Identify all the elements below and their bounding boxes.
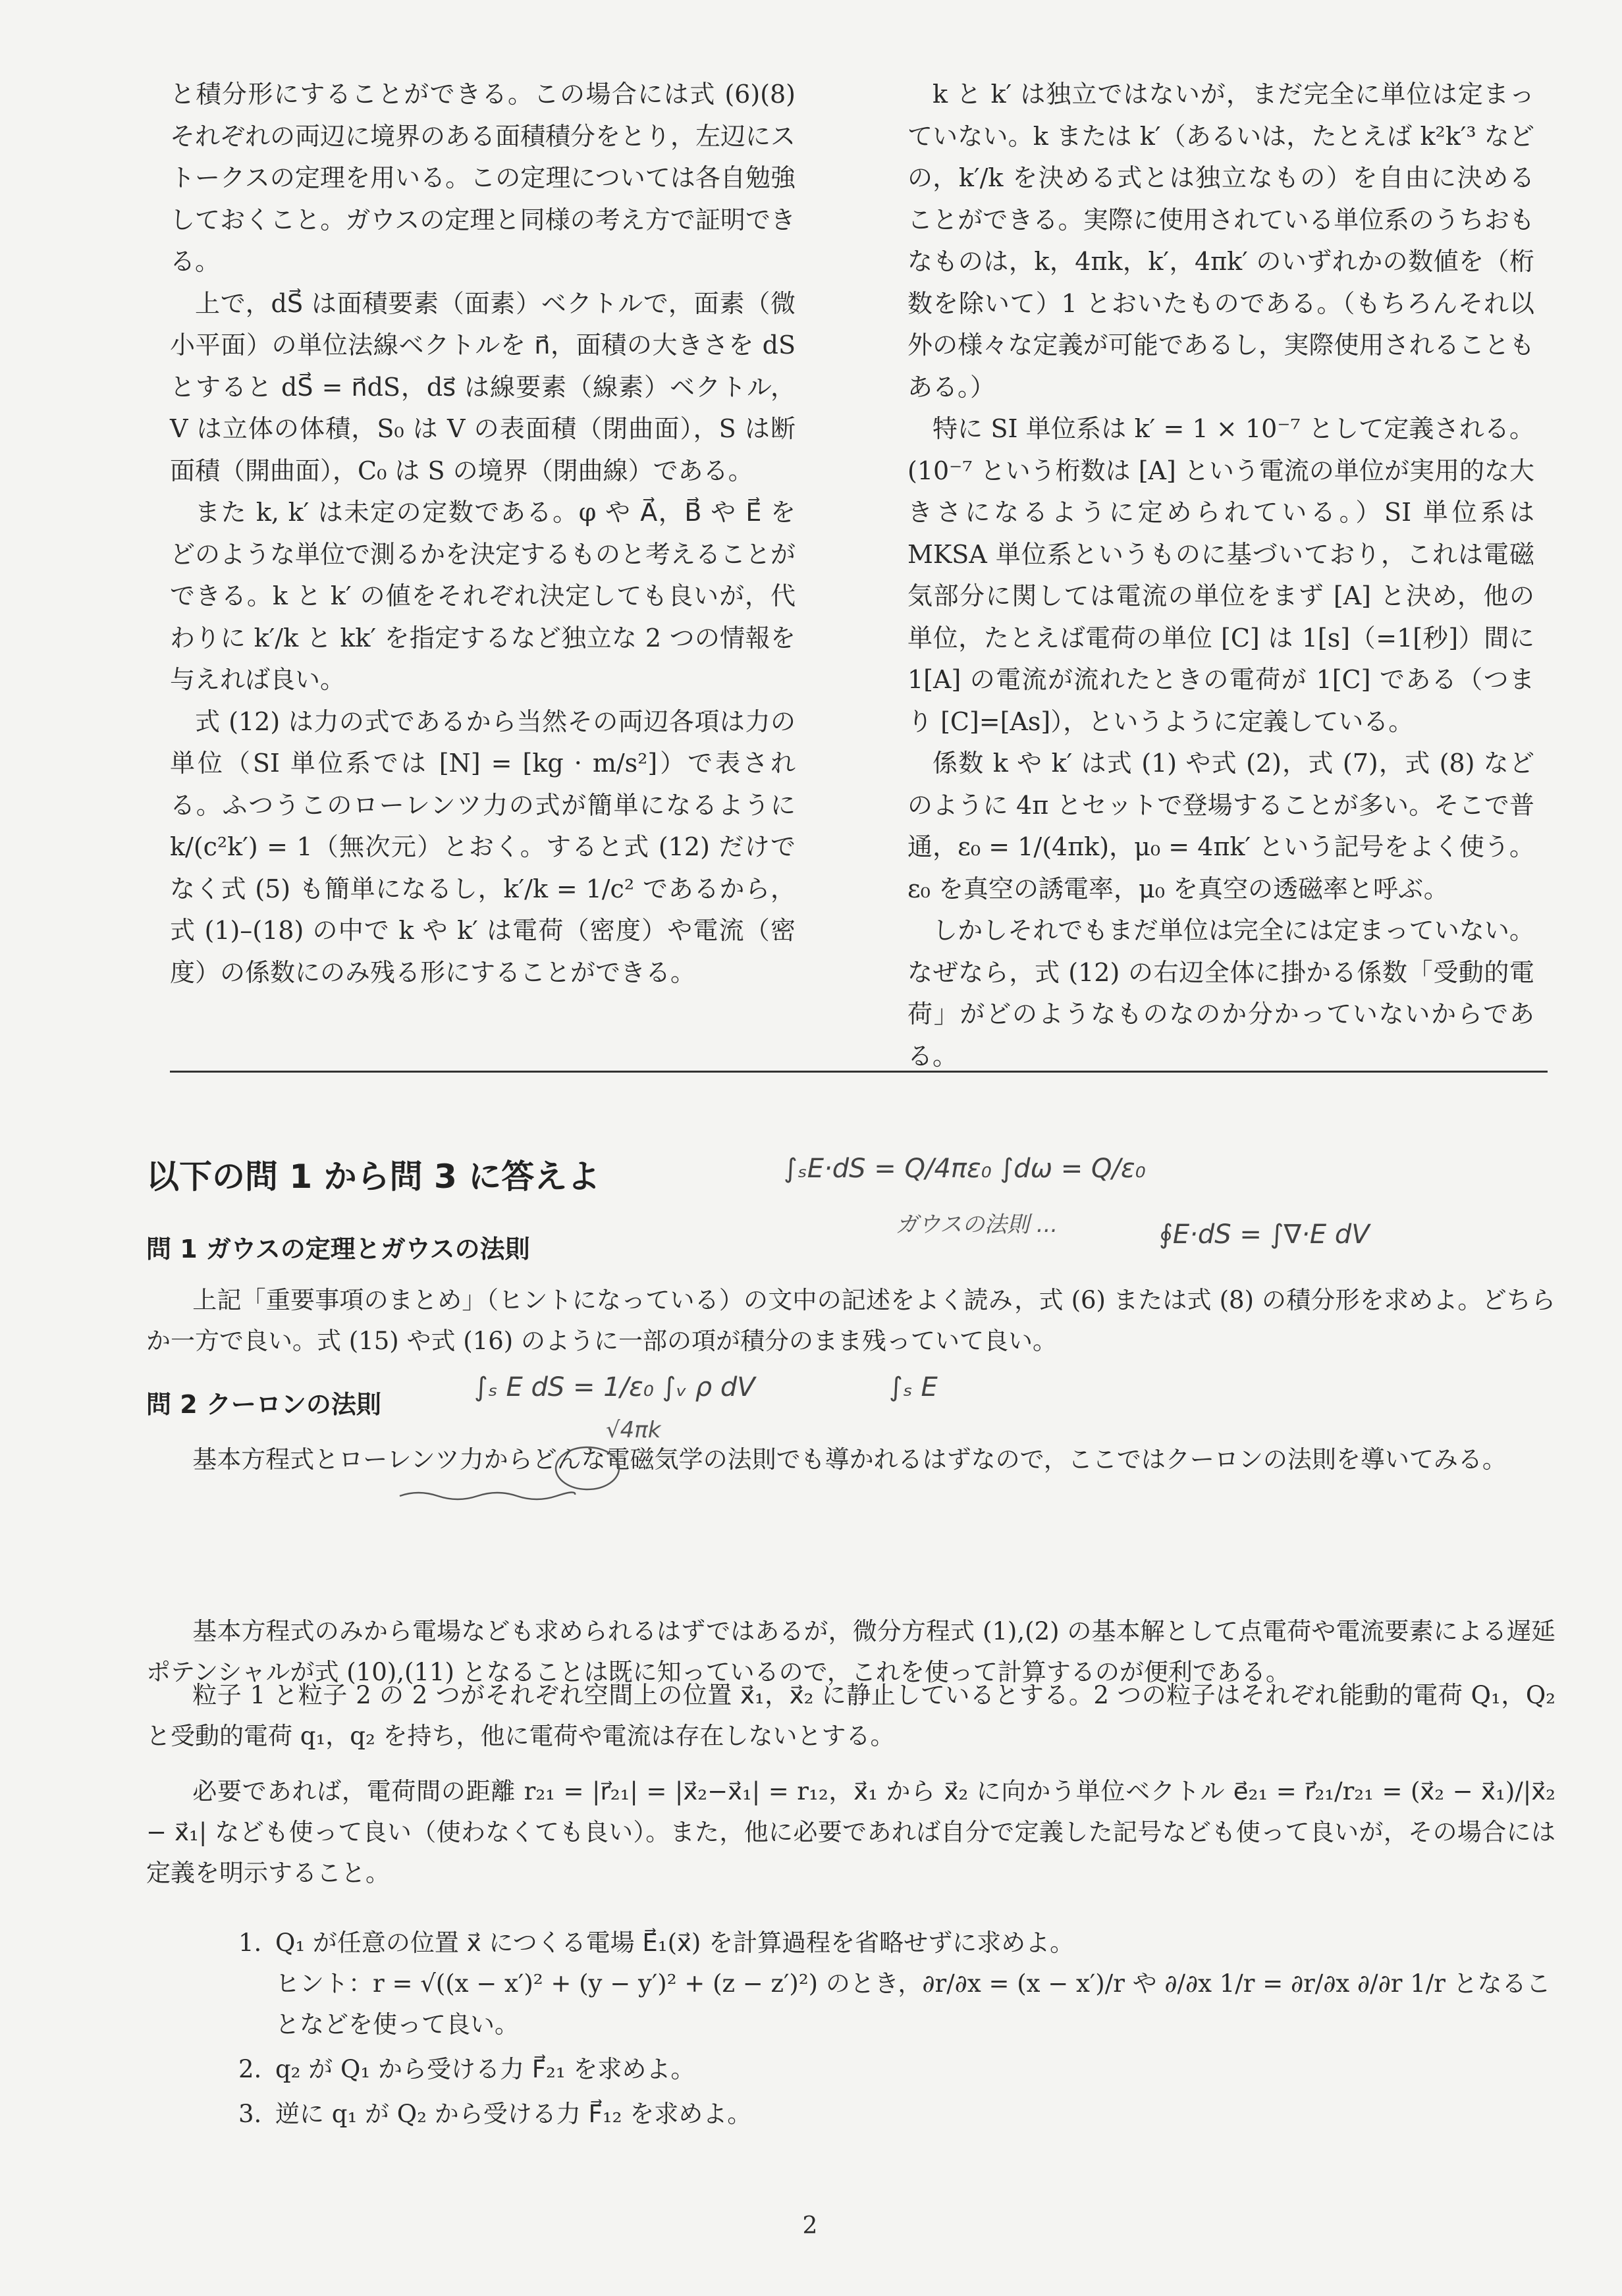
item-text: Q₁ が任意の位置 x⃗ につくる電場 E⃗₁(x⃗) を計算過程を省略せずに求めよ。 [275, 1929, 1075, 1957]
q1-body: 上記「重要事項のまとめ」（ヒントになっている）の文中の記述をよく読み，式 (6) または式 (8) の積分形を求めよ。どちらか一方で良い。式 (15) や式 (16) のように一部の項が積分のまま残っていて良い。 [146, 1286, 1555, 1355]
handwritten-circle [552, 1441, 623, 1493]
q1-title: 問 1 ガウスの定理とガウスの法則 [146, 1235, 530, 1264]
handwritten-note-divergence: ∮E·dS = ∫∇·E dV [1159, 1219, 1370, 1250]
left-column [170, 74, 796, 994]
item-number: 2. [238, 2055, 262, 2083]
q2-body-3: 粒子 1 と粒子 2 の 2 つがそれぞれ空間上の位置 x⃗₁，x⃗₂ に静止しているとする。2 つの粒子はそれぞれ能動的電荷 Q₁，Q₂ と受動的電荷 q₁，q₂ を持ち，他に電荷や電流は存在しないとする。 [146, 1681, 1555, 1750]
right-paragraph-3: 係数 k や k′ は式 (1) や式 (2)，式 (7)，式 (8) などのように 4π とセットで登場することが多い。そこで普通，ε₀ = 1/(4πk)，μ₀ = 4πk′ という記号をよく使う。ε₀ を真空の誘電率，μ₀ を真空の透磁率と呼ぶ。 [907, 749, 1534, 903]
q2-body-1: 基本方程式とローレンツ力からどんな電磁気学の法則でも導かれるはずなので，ここではクーロンの法則を導いてみる。 [192, 1445, 1507, 1474]
item-text: 逆に q₁ が Q₂ から受ける力 F⃗₁₂ を求めよ。 [275, 2100, 752, 2128]
item-hint: ヒント：r = √((x − x′)² + (y − y′)² + (z − z′)²) のとき，∂r/∂x = (x − x′)/r や ∂/∂x 1/r = ∂r/∂x ∂/∂r 1/r となることなどを使って良い。 [275, 1969, 1551, 2039]
right-paragraph-2: 特に SI 単位系は k′ = 1 × 10⁻⁷ として定義される。(10⁻⁷ という桁数は [A] という電流の単位が実用的な大きさになるように定められている。）SI 単位系は MKSA 単位系というものに基づいており，これは電磁気部分に関しては電流の単位をまず [A] と決め，他の単位，たとえば電荷の単位 [C] は 1[s]（=1[秒]）間に 1[A] の電流が流れたときの電荷が 1[C] である（つまり [C]=[As]），というように定義している。 [907, 414, 1534, 736]
page-number: 2 [802, 2212, 818, 2239]
item-number: 1. [238, 1929, 262, 1957]
left-paragraph-2: 上で，dS⃗ は面積要素（面素）ベクトルで，面素（微小平面）の単位法線ベクトルを n⃗，面積の大きさを dS とすると dS⃗ = n⃗dS，ds⃗ は線要素（線素）ベクトル，V は立体の体積，S₀ は V の表面積（閉曲面），S は断面積（開曲面），C₀ は S の境界（閉曲線）である。 [170, 288, 796, 485]
right-column [907, 74, 1534, 1077]
handwritten-note-surface-e: ∫ₛ E [889, 1372, 938, 1402]
section-divider [170, 1071, 1548, 1073]
q2-item-3 [238, 2094, 1555, 2135]
q2-body-4: 必要であれば，電荷間の距離 r₂₁ = |r⃗₂₁| = |x⃗₂−x⃗₁| = r₁₂，x⃗₁ から x⃗₂ に向かう単位ベクトル e⃗₂₁ = r⃗₂₁/r₂₁ = (x⃗₂ − x⃗₁)/|x⃗₂ − x⃗₁| なども使って良い（使わなくても良い）。また，他に必要であれば自分で定義した記号なども使って良いが，その場合には定義を明示すること。 [146, 1777, 1555, 1887]
handwritten-note-gauss-label: ガウスの法則 ... [896, 1212, 1058, 1238]
q2-item-2 [238, 2049, 1555, 2090]
q2-item-1 [238, 1923, 1555, 2045]
item-number: 3. [238, 2100, 262, 2128]
left-paragraph-1: と積分形にすることができる。この場合には式 (6)(8) それぞれの両辺に境界のある面積積分をとり，左辺にストークスの定理を用いる。この定理については各自勉強しておくこと。ガウスの定理と同様の考え方で証明できる。 [170, 80, 796, 276]
q2-subquestions [238, 1923, 1555, 2139]
handwritten-note-gauss-law: ∫ₛ E dS = 1/ε₀ ∫ᵥ ρ dV [474, 1372, 755, 1402]
q2-body-2: 基本方程式のみから電場なども求められるはずではあるが，微分方程式 (1),(2) の基本解として点電荷や電流要素による遅延ポテンシャルが式 (10),(11) となることは既に知っているので，これを使って計算するのが便利である。 [146, 1617, 1555, 1686]
handwritten-note-4pik: √4πk [606, 1417, 661, 1443]
handwritten-note-gauss-integral: ∫ₛE·dS = Q/4πε₀ ∫dω = Q/ε₀ [784, 1154, 1146, 1184]
left-paragraph-3: また k, k′ は未定の定数である。φ や A⃗，B⃗ や E⃗ をどのような単位で測るかを決定するものと考えることができる。k と k′ の値をそれぞれ決定しても良いが，代わりに k′/k と kk′ を指定するなど独立な 2 つの情報を与えれば良い。 [170, 498, 796, 694]
item-text: q₂ が Q₁ から受ける力 F⃗₂₁ を求めよ。 [275, 2055, 695, 2083]
left-paragraph-4: 式 (12) は力の式であるから当然その両辺各項は力の単位（SI 単位系では [N] = [kg · m/s²]）で表される。ふつうこのローレンツ力の式が簡単になるように k/(c²k′) = 1（無次元）とおく。すると式 (12) だけでなく式 (5) も簡単になるし，k′/k = 1/c² であるから，式 (1)–(18) の中で k や k′ は電荷（密度）や電流（密度）の係数にのみ残る形にすることができる。 [170, 707, 796, 987]
q2-title: 問 2 クーロンの法則 [146, 1390, 381, 1419]
handwritten-underline [398, 1487, 576, 1504]
questions-heading: 以下の問 1 から問 3 に答えよ [146, 1158, 601, 1196]
right-paragraph-1: k と k′ は独立ではないが，まだ完全に単位は定まっていない。k または k′（あるいは，たとえば k²k′³ などの，k′/k を決める式とは独立なもの）を自由に決めることができる。実際に使用されている単位系のうちおもなものは，k，4πk，k′，4πk′ のいずれかの数値を（桁数を除いて）1 とおいたものである。（もちろんそれ以外の様々な定義が可能であるし，実際使用されることもある。） [907, 80, 1534, 402]
right-paragraph-4: しかしそれでもまだ単位は完全には定まっていない。なぜなら，式 (12) の右辺全体に掛かる係数「受動的電荷」がどのようなものなのか分かっていないからである。 [907, 916, 1534, 1071]
